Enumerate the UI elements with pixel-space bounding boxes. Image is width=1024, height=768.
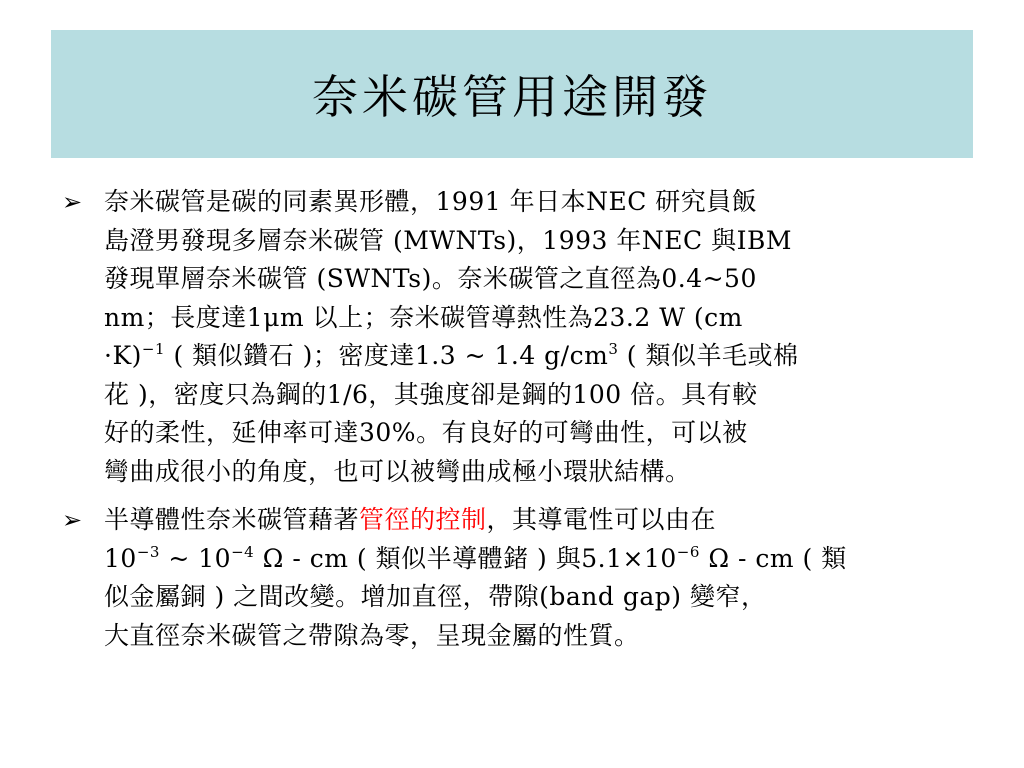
arrow-bullet-icon: ➢ <box>62 188 83 216</box>
bullet2-line1 <box>104 501 950 540</box>
text-segment: ，其導電性可以由在 <box>486 505 717 534</box>
text-segment: Ω - cm ( 類似半導體鍺 ) 與5.1×10 <box>254 543 677 573</box>
superscript: 3 <box>608 340 619 358</box>
superscript: −6 <box>676 542 700 561</box>
bullet1-line1: 奈米碳管是碳的同素異形體，1991 年日本NEC 研究員飯 <box>104 187 758 216</box>
bullet2-line2 <box>104 540 950 579</box>
bullet-item-2 <box>60 501 950 655</box>
bullet1-line7: 好的柔性，延伸率可達30%。有良好的可彎曲性，可以被 <box>104 418 748 447</box>
bullet2-line4: 大直徑奈米碳管之帶隙為零，呈現金屬的性質。 <box>104 620 640 650</box>
text-segment: ( 類似鑽石 )；密度達1.3 ~ 1.4 g/cm <box>165 341 609 370</box>
arrow-bullet-icon: ➢ <box>62 506 83 534</box>
superscript: −4 <box>231 542 255 561</box>
superscript: −1 <box>141 340 166 358</box>
bullet1-line6: 花 )，密度只為鋼的1/6，其強度卻是鋼的100 倍。具有較 <box>104 379 758 409</box>
superscript: −3 <box>136 542 160 561</box>
bullet1-line4: nm；長度達1μm 以上；奈米碳管導熱性為23.2 W (cm <box>104 302 743 332</box>
bullet1-line3: 發現單層奈米碳管 (SWNTs)。奈米碳管之直徑為0.4~50 <box>104 264 757 293</box>
text-segment: ( 類似羊毛或棉 <box>618 341 799 370</box>
slide-title: 奈米碳管用途開發 <box>312 70 712 124</box>
bullet-item-1 <box>60 183 950 491</box>
text-segment: 10 <box>104 543 137 573</box>
highlighted-text: 管徑的控制 <box>359 505 487 534</box>
text-segment: ·K) <box>104 341 142 370</box>
bullet1-line5 <box>104 337 950 376</box>
slide-content <box>60 183 950 665</box>
title-bar <box>51 30 973 158</box>
text-segment: Ω - cm ( 類 <box>699 543 847 573</box>
text-segment: 半導體性奈米碳管藉著 <box>104 505 360 534</box>
text-segment: ~ 10 <box>159 543 232 573</box>
bullet1-line2: 島澄男發現多層奈米碳管 (MWNTs)，1993 年NEC 與IBM <box>104 225 792 255</box>
bullet1-line8: 彎曲成很小的角度，也可以被彎曲成極小環狀結構。 <box>104 456 691 486</box>
bullet2-line3: 似金屬銅 ) 之間改變。增加直徑，帶隙(band gap) 變窄， <box>104 582 767 611</box>
